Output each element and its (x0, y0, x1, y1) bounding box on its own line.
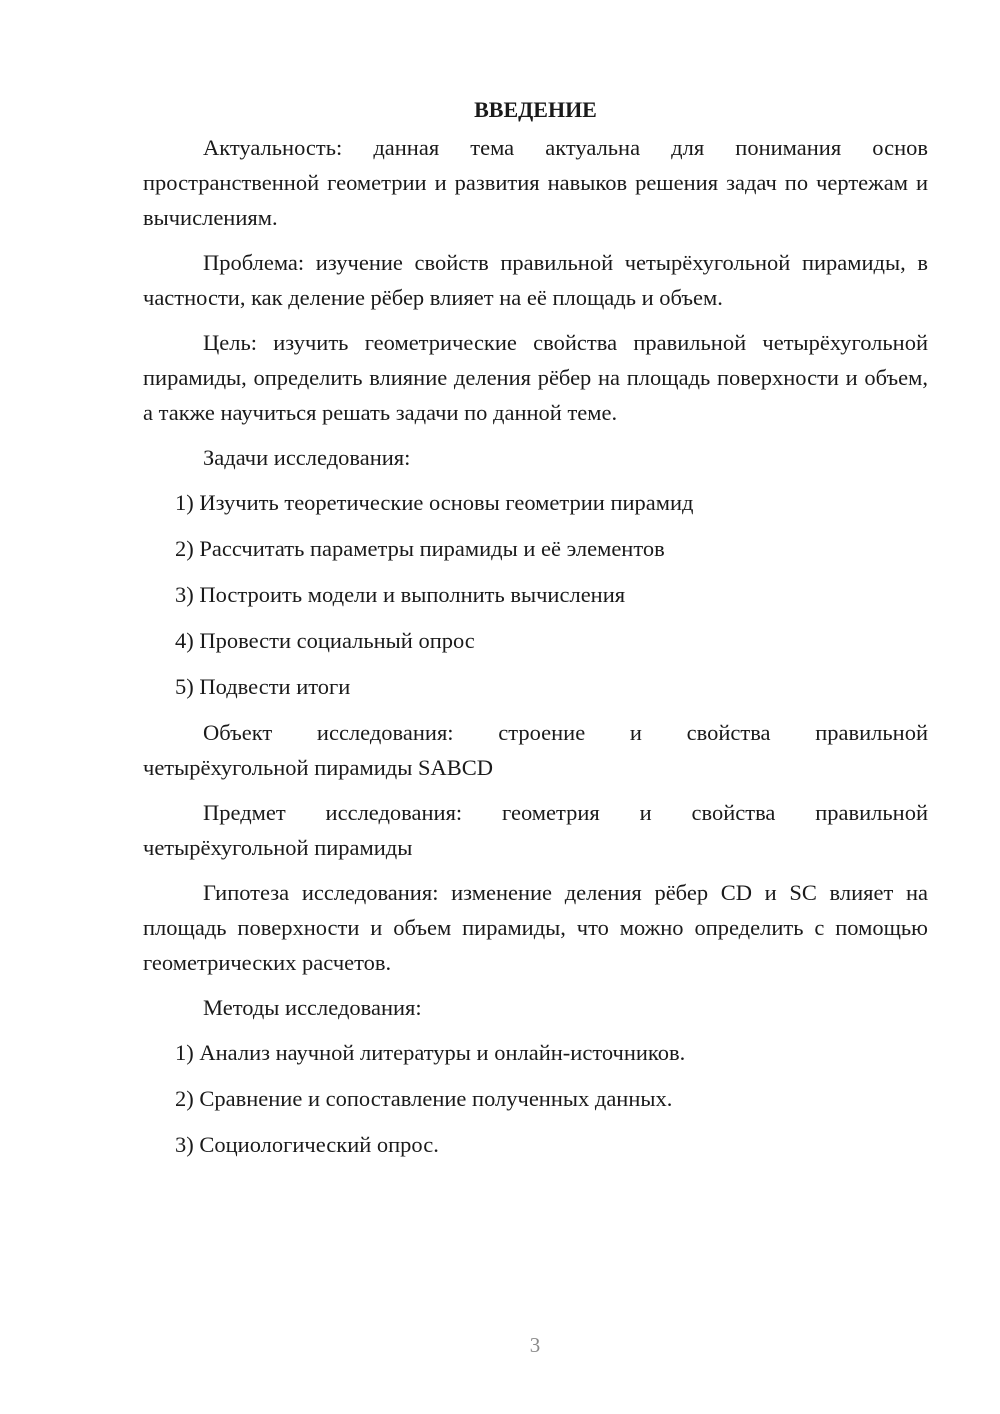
task-item: 3) Построить модели и выполнить вычисления (175, 582, 626, 607)
subject-paragraph-line: Предмет исследования: геометрия и свойства правильной (203, 800, 928, 825)
relevance-paragraph: Актуальность: данная тема актуальна для понимания основ пространственной геометрии и развития навыков решения задач по чертежам и вычислениям. (143, 135, 928, 230)
task-item: 4) Провести социальный опрос (175, 628, 475, 653)
method-item: 3) Социологический опрос. (175, 1132, 439, 1157)
subject-paragraph-line: четырёхугольной пирамиды (143, 835, 413, 860)
page-title: ВВЕДЕНИЕ (474, 97, 597, 122)
object-paragraph-line: Объект исследования: строение и свойства правильной (203, 720, 928, 745)
task-item: 5) Подвести итоги (175, 674, 351, 699)
methods-heading: Методы исследования: (203, 995, 422, 1020)
page-number: 3 (529, 1333, 541, 1357)
method-item: 2) Сравнение и сопоставление полученных данных. (175, 1086, 673, 1111)
hypothesis-paragraph: Гипотеза исследования: изменение деления рёбер CD и SC влияет на площадь поверхности и объем пирамиды, что можно определить с помощью геометрических расчетов. (143, 880, 928, 975)
tasks-heading: Задачи исследования: (203, 445, 411, 470)
object-paragraph-line: четырёхугольной пирамиды SABCD (143, 755, 494, 780)
task-item: 2) Рассчитать параметры пирамиды и её элементов (175, 536, 665, 561)
document-page (143, 92, 928, 1173)
goal-paragraph: Цель: изучить геометрические свойства правильной четырёхугольной пирамиды, определить влияние деления рёбер на площадь поверхности и объем, а также научиться решать задачи по данной теме. (143, 330, 928, 425)
problem-paragraph: Проблема: изучение свойств правильной четырёхугольной пирамиды, в частности, как деление рёбер влияет на её площадь и объем. (143, 250, 928, 310)
task-item: 1) Изучить теоретические основы геометрии пирамид (175, 490, 694, 515)
method-item: 1) Анализ научной литературы и онлайн-источников. (175, 1040, 686, 1065)
